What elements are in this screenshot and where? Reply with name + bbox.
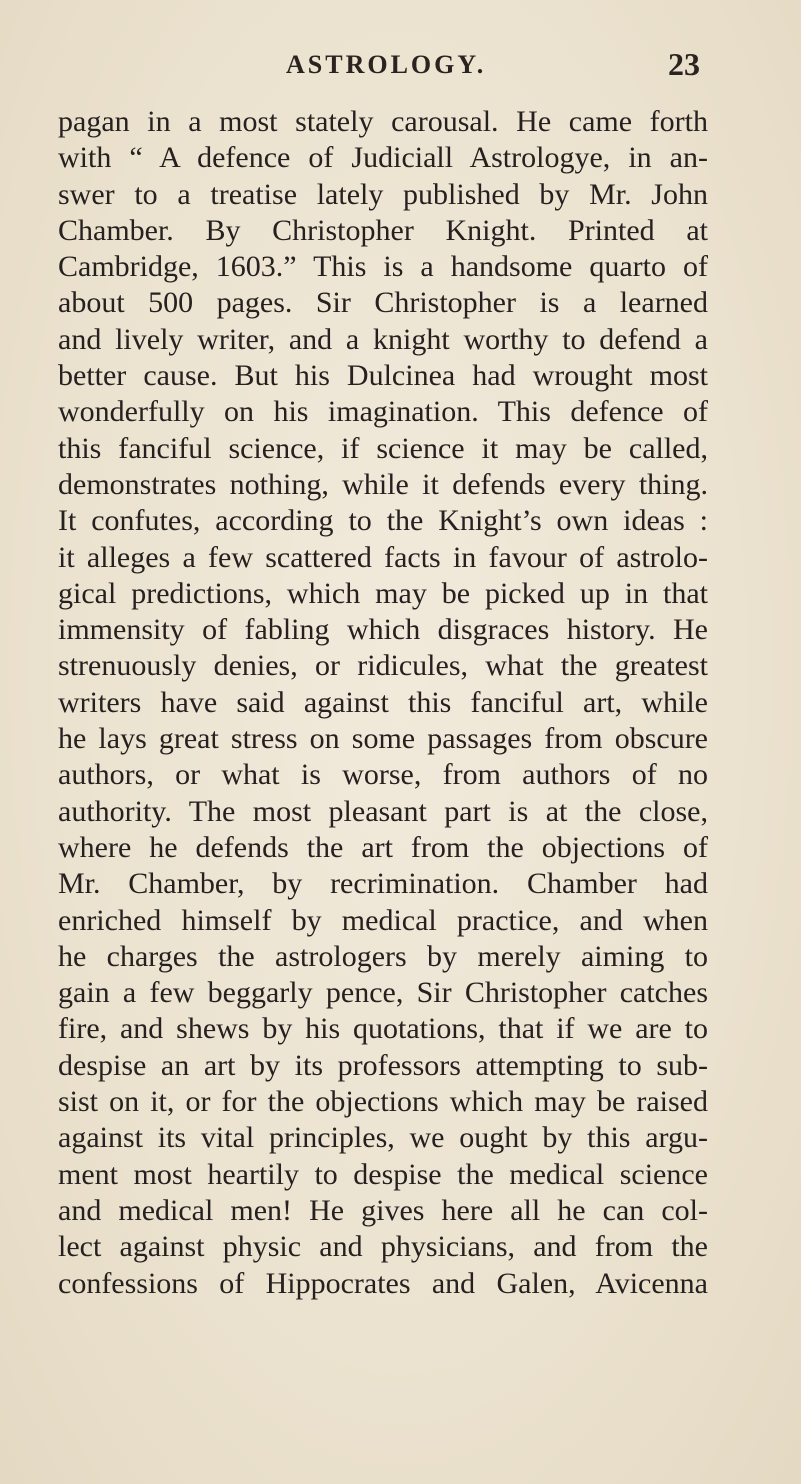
- text-line: demonstrates nothing, while it defends every thing.: [58, 467, 708, 501]
- text-line: writers have said against this fanciful art, while: [58, 685, 708, 719]
- text-line: gain a few beggarly pence, Sir Christopher catches: [58, 976, 708, 1010]
- text-line: ment most heartily to despise the medical science: [58, 1157, 708, 1191]
- text-line: this fanciful science, if science it may be called,: [58, 431, 708, 465]
- text-line: lect against physic and physicians, and from the: [58, 1230, 708, 1264]
- running-title: ASTROLOGY.: [286, 50, 487, 79]
- text-line: with “ A defence of Judiciall Astrologye, in an-: [58, 141, 708, 175]
- page-header: [0, 46, 801, 90]
- text-line: immensity of fabling which disgraces history. He: [58, 613, 708, 647]
- text-line: he lays great stress on some passages from obscure: [58, 722, 708, 756]
- text-line: Chamber. By Christopher Knight. Printed at: [58, 213, 708, 247]
- text-line: authors, or what is worse, from authors of no: [58, 758, 708, 792]
- text-line: Mr. Chamber, by recrimination. Chamber had: [58, 867, 708, 901]
- text-line: despise an art by its professors attempting to sub-: [58, 1048, 708, 1082]
- text-line: sist on it, or for the objections which may be raised: [58, 1085, 708, 1119]
- text-line: It confutes, according to the Knight’s own ideas :: [58, 504, 708, 538]
- text-line: Cambridge, 1603.” This is a handsome quarto of: [58, 250, 708, 284]
- text-line: authority. The most pleasant part is at the close,: [58, 794, 708, 828]
- text-line: it alleges a few scattered facts in favour of astrolo-: [58, 540, 708, 574]
- text-line: he charges the astrologers by merely aiming to: [58, 939, 708, 973]
- text-line: swer to a treatise lately published by Mr. John: [58, 177, 708, 211]
- text-line: about 500 pages. Sir Christopher is a learned: [58, 286, 708, 320]
- text-line: better cause. But his Dulcinea had wrought most: [58, 359, 708, 393]
- text-line: wonderfully on his imagination. This defence of: [58, 395, 708, 429]
- text-line: enriched himself by medical practice, and when: [58, 903, 708, 937]
- text-line: and medical men! He gives here all he can col-: [58, 1193, 708, 1227]
- text-line: and lively writer, and a knight worthy to defend a: [58, 322, 708, 356]
- text-line: strenuously denies, or ridicules, what the greatest: [58, 649, 708, 683]
- body-paragraph: [58, 104, 708, 1302]
- page-number: 23: [668, 46, 700, 82]
- text-line: confessions of Hippocrates and Galen, Avicenna: [58, 1266, 708, 1300]
- text-line: where he defends the art from the objections of: [58, 830, 708, 864]
- text-line: gical predictions, which may be picked up in that: [58, 576, 708, 610]
- text-line: fire, and shews by his quotations, that if we are to: [58, 1012, 708, 1046]
- text-line: pagan in a most stately carousal. He came forth: [58, 105, 708, 138]
- text-line: against its vital principles, we ought by this argu-: [58, 1121, 708, 1155]
